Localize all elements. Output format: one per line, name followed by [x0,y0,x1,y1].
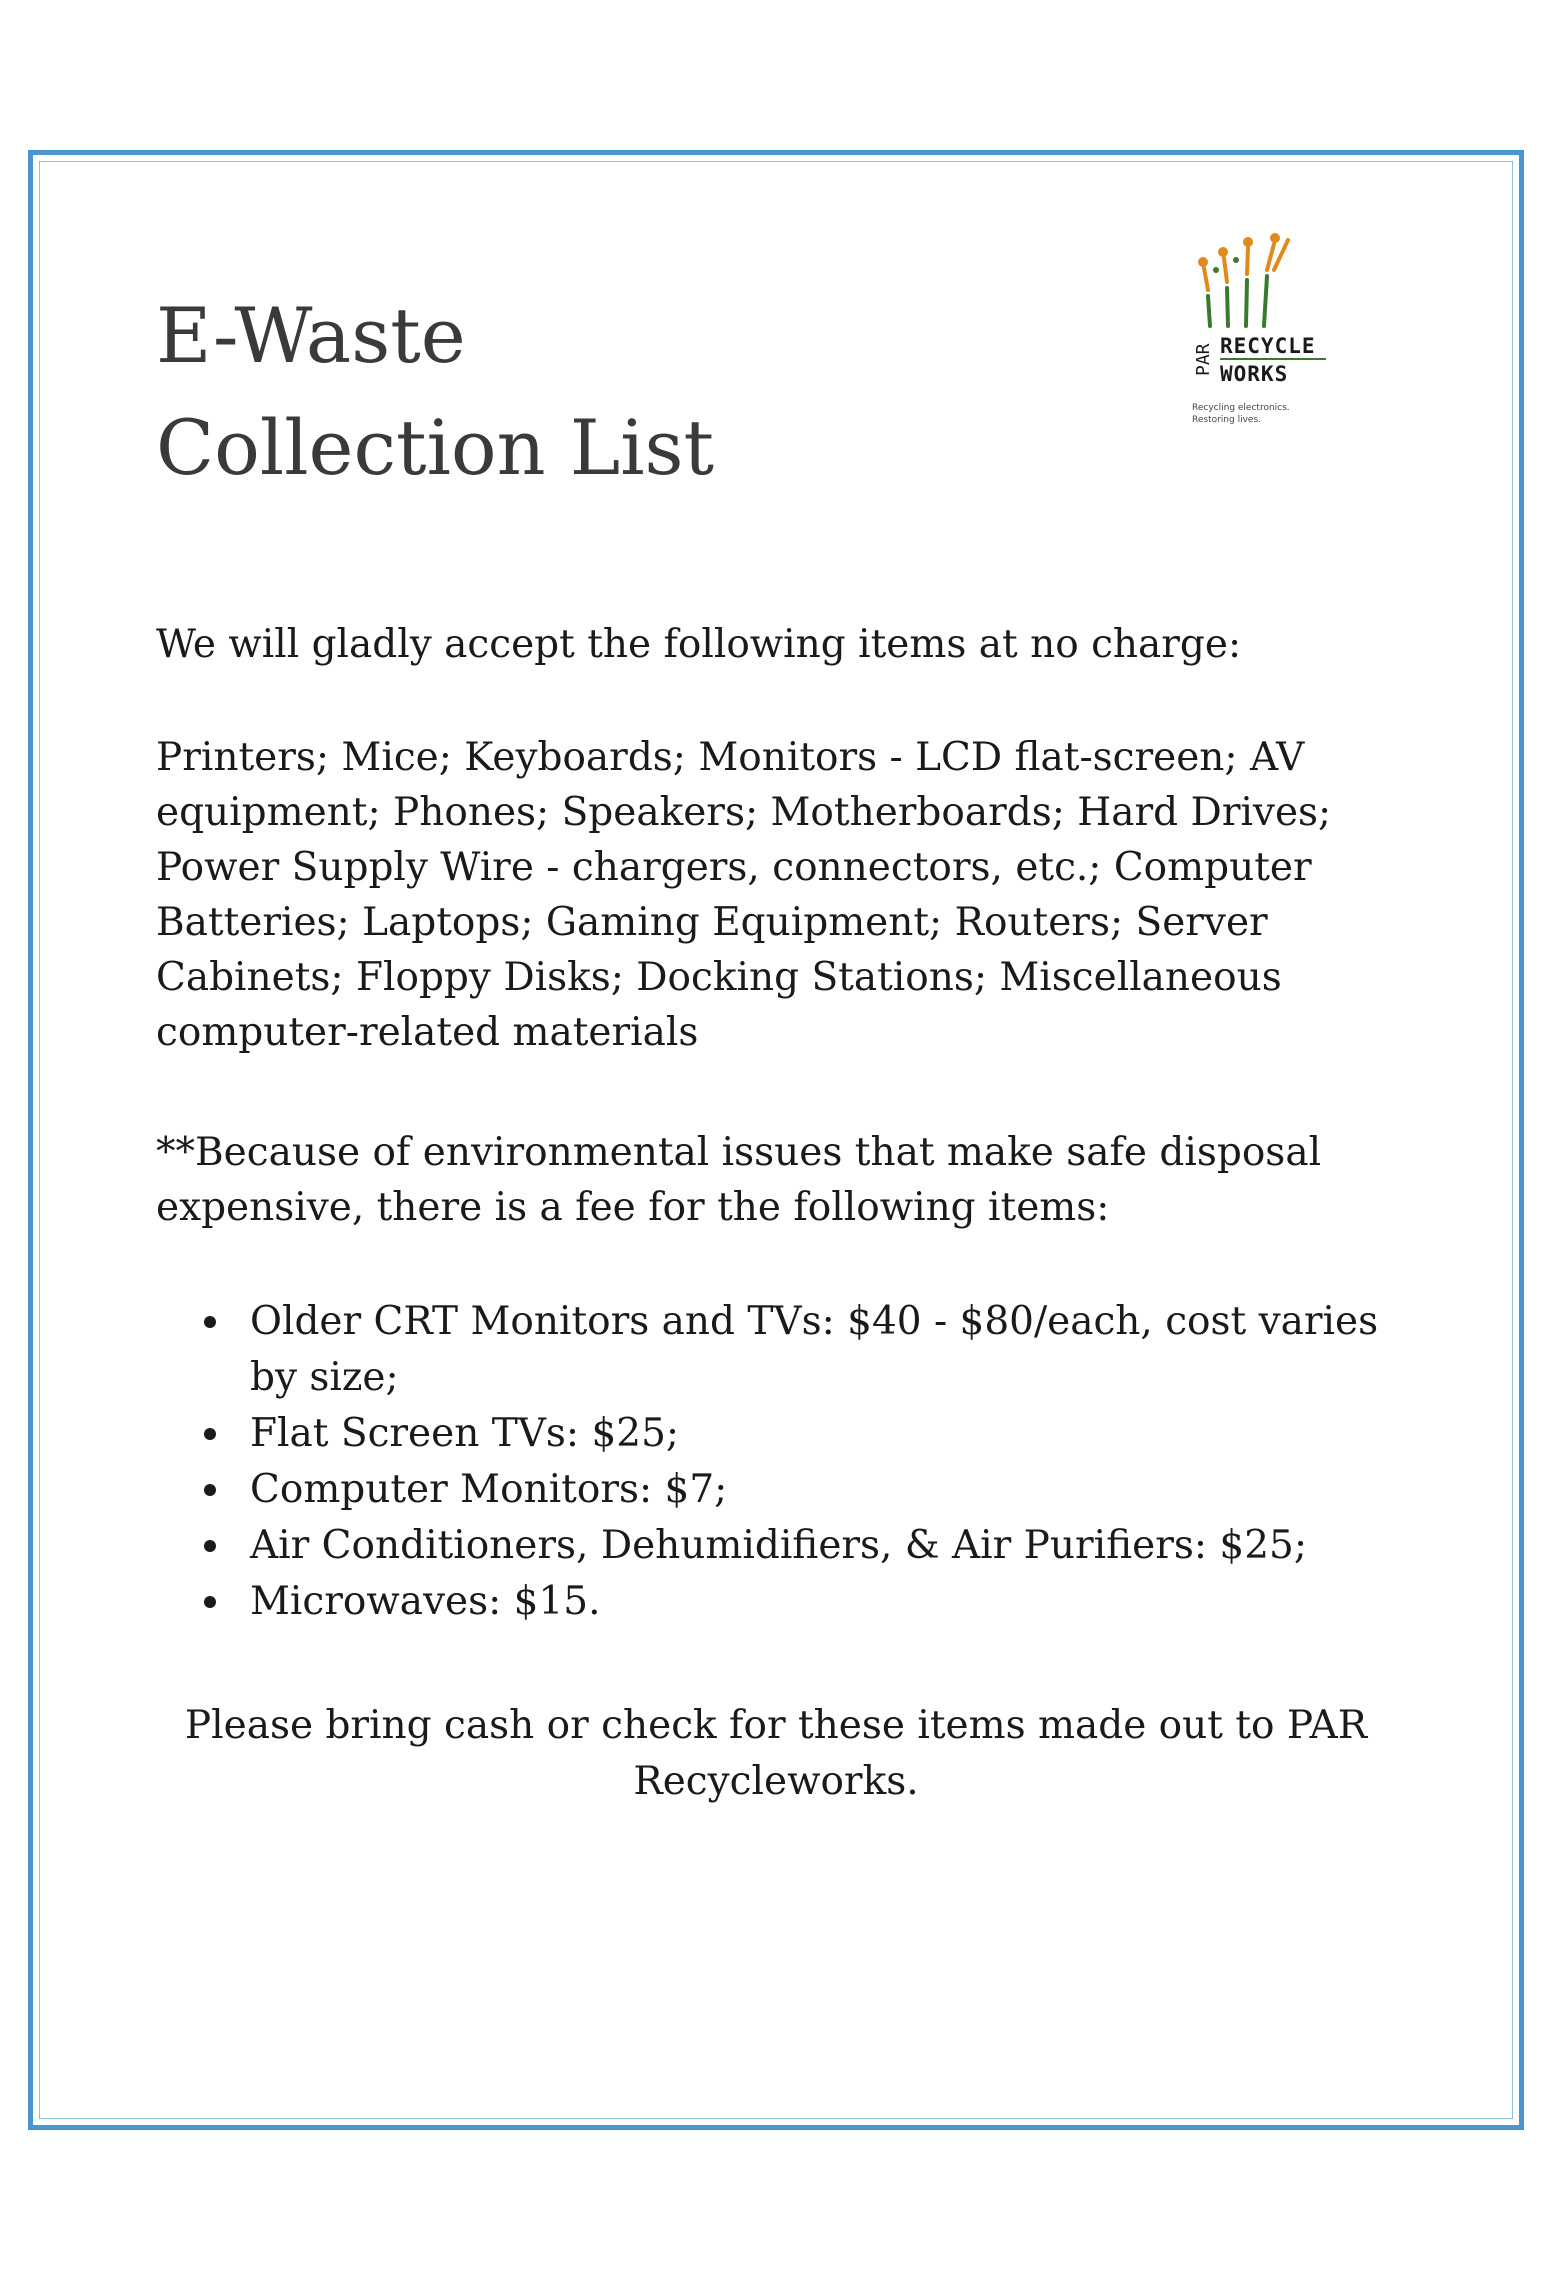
closing-text: Please bring cash or check for these items made out to PAR Recycleworks. [184,1703,1368,1804]
logo-tagline [1192,402,1290,426]
fee-list-item [190,1574,1390,1630]
fee-items-list [190,1294,1390,1630]
fee-list-item [190,1406,1390,1462]
bullet-icon [204,1316,216,1328]
plant-sprouts-icon [1190,230,1350,330]
bullet-icon [204,1596,216,1608]
logo-par-text: PAR [1193,343,1214,377]
logo-divider [1220,358,1326,360]
title-line-1: E-Waste [156,291,466,380]
page-title [156,280,714,504]
fee-item-text: Flat Screen TVs: $25; [250,1411,680,1456]
bullet-icon [204,1484,216,1496]
fee-item-text: Microwaves: $15. [250,1579,601,1624]
fee-item-text: Computer Monitors: $7; [250,1467,728,1512]
logo-recycle-text: RECYCLE [1220,334,1316,358]
fee-list-item [190,1518,1390,1574]
bullet-icon [204,1540,216,1552]
fee-item-text: Air Conditioners, Dehumidifiers, & Air Purifiers: $25; [250,1523,1307,1568]
logo-tagline-line-2: Restoring lives. [1192,415,1262,425]
fee-list-item [190,1462,1390,1518]
par-recycleworks-logo [1190,230,1350,460]
title-line-2: Collection List [156,403,715,492]
logo-works-text: WORKS [1220,362,1289,386]
bullet-icon [204,1428,216,1440]
intro-text: We will gladly accept the following items at no charge: [156,622,1242,667]
fee-note-text: **Because of environmental issues that make safe disposal expensive, there is a fee for the following items: [156,1130,1322,1230]
accepted-items-text: Printers; Mice; Keyboards; Monitors - LCD flat-screen; AV equipment; Phones; Speakers; Motherboards; Hard Drives; Power Supply Wire - chargers, connectors, etc.; Computer Batteries; Laptops; Gaming Equipment; Routers; Server Cabinets; Floppy Disks; Docking Stations; Miscellaneous computer-related materials [156,735,1332,1055]
fee-list-item [190,1294,1390,1406]
logo-tagline-line-1: Recycling electronics. [1192,403,1290,413]
fee-item-text: Older CRT Monitors and TVs: $40 - $80/each, cost varies by size; [250,1299,1379,1400]
